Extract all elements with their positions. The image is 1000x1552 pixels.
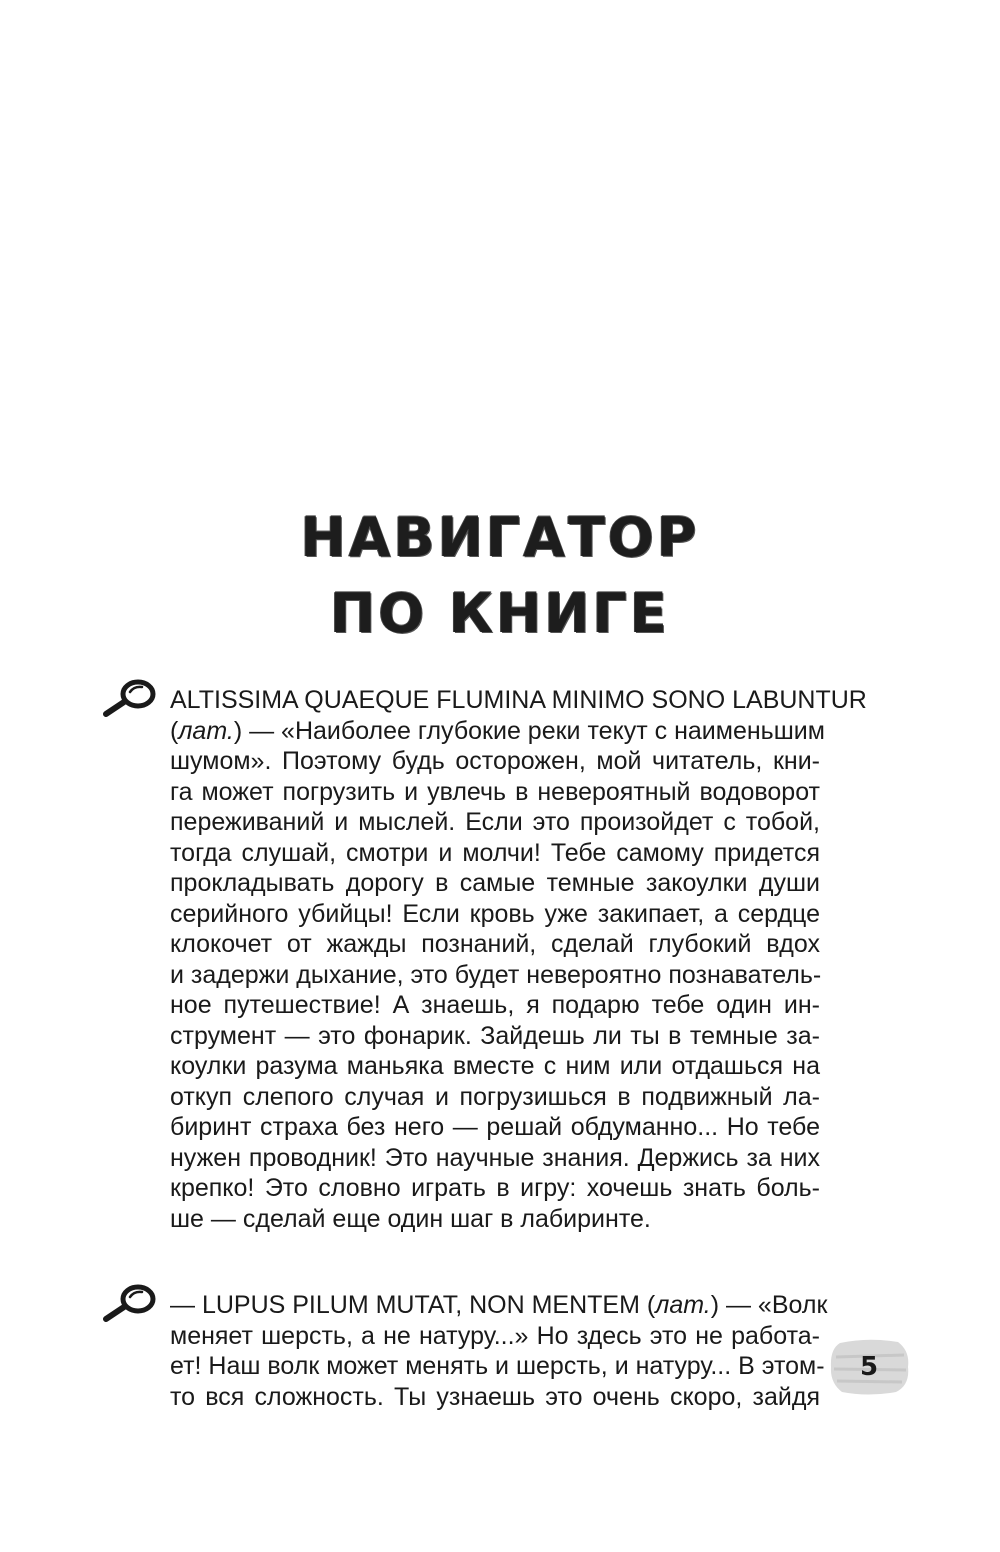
entry-line: то вся сложность. Ты узнаешь это очень скоро, зайдя bbox=[170, 1382, 820, 1411]
entry-line: ет! Наш волк может менять и шерсть, и натуру... В этом- bbox=[170, 1352, 825, 1380]
entry-line: серийного убийцы! Если кровь уже закипает, а сердце bbox=[170, 899, 820, 928]
title-line-2: ПО КНИГЕ bbox=[330, 582, 670, 645]
entry-line: га может погрузить и увлечь в невероятный водоворот bbox=[170, 777, 820, 806]
entry-line: (лат.) — «Наиболее глубокие реки текут с наименьшим bbox=[170, 716, 825, 745]
entry-altissima bbox=[170, 685, 867, 1234]
entry-line: клокочет от жажды познаний, сделай глубокий вдох bbox=[170, 930, 820, 958]
entry-line: нужен проводник! Это научные знания. Держись за них bbox=[170, 1143, 820, 1172]
magnifier-icon bbox=[102, 678, 158, 718]
magnifier-icon bbox=[102, 1283, 158, 1323]
entry-line: ное путешествие! А знаешь, я подарю тебе один ин- bbox=[170, 991, 820, 1019]
entry-line: ше — сделай еще один шаг в лабиринте. bbox=[170, 1204, 651, 1233]
entry-line: шумом». Поэтому будь осторожен, мой читатель, кни- bbox=[170, 747, 820, 775]
entry-line: меняет шерсть, а не натуру...» Но здесь это не работа- bbox=[170, 1321, 820, 1350]
entry-lupus bbox=[170, 1290, 828, 1412]
entry-line: струмент — это фонарик. Зайдешь ли ты в темные за- bbox=[170, 1021, 820, 1050]
entry-line: и задержи дыхание, это будет невероятно познаватель- bbox=[170, 960, 822, 989]
entry-line: коулки разума маньяка вместе с ним или отдашься на bbox=[170, 1052, 820, 1080]
entry-line: крепко! Это словно играть в игру: хочешь знать боль- bbox=[170, 1174, 820, 1202]
lang-label: лат. bbox=[655, 1291, 711, 1319]
entry-line: ALTISSIMA QUAEQUE FLUMINA MINIMO SONO LABUNTUR bbox=[170, 686, 867, 714]
page-number: 5 bbox=[859, 1352, 879, 1382]
entry-line: биринт страха без него — решай обдуманно... Но тебе bbox=[170, 1113, 820, 1141]
page-title bbox=[0, 500, 1000, 652]
entry-line: — LUPUS PILUM MUTAT, NON MENTEM (лат.) — «Волк bbox=[170, 1291, 828, 1319]
title-line-1: НАВИГАТОР bbox=[300, 506, 700, 569]
entry-line: переживаний и мыслей. Если это произойдет с тобой, bbox=[170, 808, 820, 836]
entry-line: прокладывать дорогу в самые темные закоулки души bbox=[170, 869, 820, 897]
entry-line: откуп слепого случая и погрузишься в подвижный ла- bbox=[170, 1082, 820, 1111]
entry-line: тогда слушай, смотри и молчи! Тебе самому придется bbox=[170, 838, 820, 867]
lang-label: лат. bbox=[178, 716, 234, 745]
